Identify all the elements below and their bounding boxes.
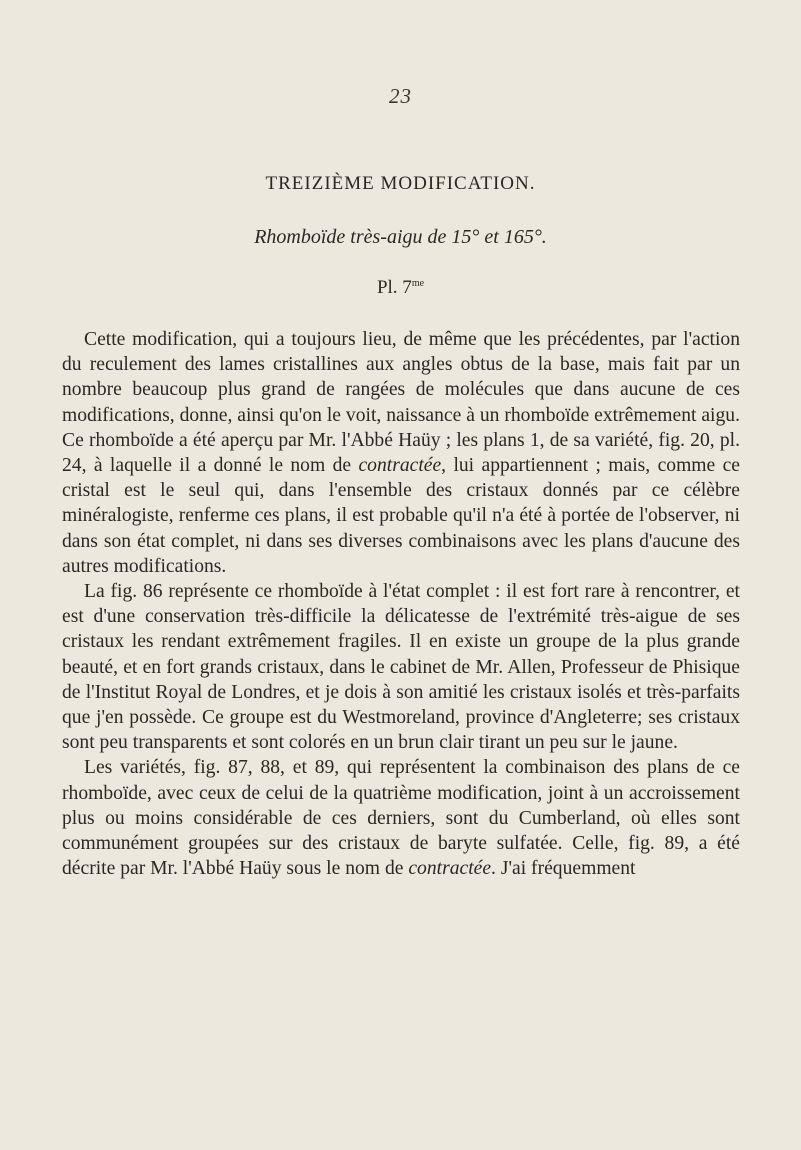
paragraph bbox=[62, 755, 740, 881]
subtitle-et: et bbox=[484, 226, 499, 248]
paragraph-text: La fig. 86 représente ce rhomboïde à l'état complet : il est fort rare à rencontrer, et est d'une conservation très-difficile la délicatesse de l'extrémité très-aigue de ses cristaux les rendant extrêmement fragiles. Il en existe un groupe de la plus grande beauté, et en fort grands cristaux, dans le cabinet de Mr. Allen, Professeur de Phisique de l'Institut Royal de Londres, et je dois à son amitié les cristaux isolés et très-parfaits que j'en possède. Ce groupe est du Westmoreland, province d'Angleterre; ses cristaux sont peu transparents et sont colorés en un brun clair tirant un peu sur le jaune. bbox=[62, 581, 740, 754]
section-heading: TREIZIÈME MODIFICATION. bbox=[265, 173, 536, 194]
italic-term: contractée bbox=[358, 455, 442, 477]
section-subtitle bbox=[0, 226, 801, 249]
plate-reference bbox=[0, 277, 801, 299]
paragraph bbox=[62, 327, 740, 579]
italic-term: contractée bbox=[408, 858, 492, 880]
paragraph-text: Les variétés, fig. 87, 88, et 89, qui représentent la combinaison des plans de ce rhomboïde, avec ceux de celui de la quatrième modification, joint à un accroissement plus ou moins considérable de ces derniers, sont du Cumberland, où elles sont communément groupées sur des cristaux de baryte sulfatée. Celle, fig. 89, a été décrite par Mr. l'Abbé Haüy sous le nom de bbox=[62, 757, 740, 880]
paragraph bbox=[62, 579, 740, 755]
paragraph-text: . J'ai fréquemment bbox=[491, 858, 636, 880]
paragraph-text: Cette modification, qui a toujours lieu, de même que les précédentes, par l'action du reculement des lames cristallines aux angles obtus de la base, mais fait par un nombre beaucoup plus grand de rangées de molécules que dans aucune de ces modifications, donne, ainsi qu'on le voit, naissance à un rhomboïde extrêmement aigu. Ce rhomboïde a été aperçu par Mr. l'Abbé Haüy ; les plans 1, de sa variété, fig. 20, pl. 24, à laquelle il a donné le nom de bbox=[62, 329, 740, 477]
plate-label: Pl. 7 bbox=[376, 277, 412, 298]
plate-superscript: me bbox=[411, 278, 425, 289]
subtitle-part-2: 165°. bbox=[498, 226, 547, 248]
paragraph-text: , lui appartiennent ; mais, comme ce cristal est le seul qui, dans l'ensemble des cristaux donnés par ce célèbre minéralogiste, renferme ces plans, il est probable qu'il n'a été à portée de l'observer, ni dans son état complet, ni dans ses diverses combinaisons avec les plans d'aucune des autres modifications. bbox=[62, 455, 741, 577]
body-text bbox=[62, 327, 740, 881]
page-number: 23 bbox=[389, 84, 412, 108]
subtitle-part-1: Rhomboïde très-aigu de 15° bbox=[254, 226, 485, 248]
